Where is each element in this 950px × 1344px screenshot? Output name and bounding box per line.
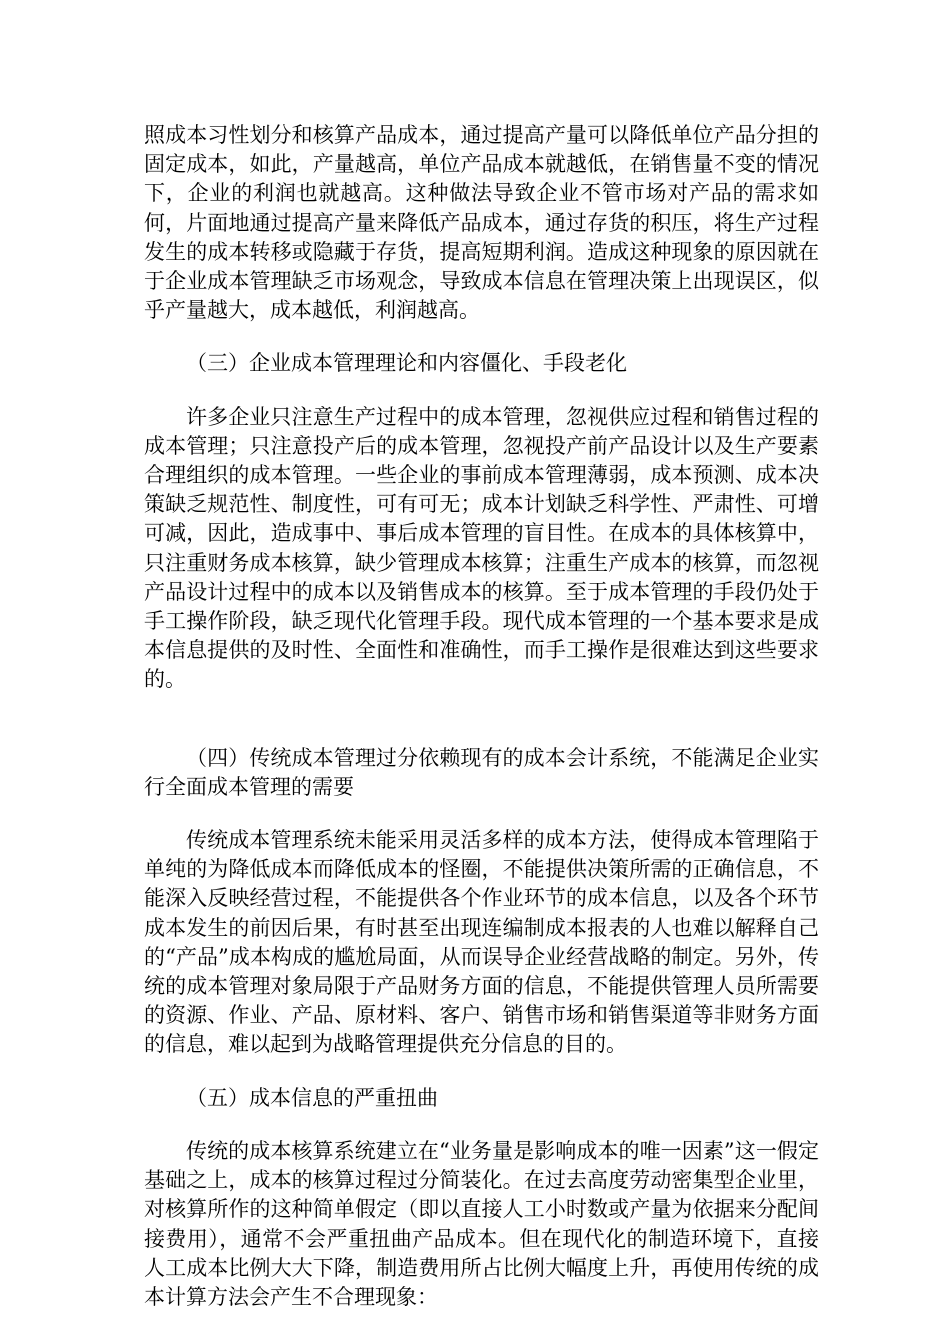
- body-paragraph: 照成本习性划分和核算产品成本，通过提高产量可以降低单位产品分担的固定成本，如此，产量越高，单位产品成本就越低，在销售量不变的情况下，企业的利润也就越高。这种做法导致企业不管市场对产品的需求如何，片面地通过提高产量来降低产品成本，通过存货的积压，将生产过程发生的成本转移或隐藏于存货，提高短期利润。造成这种现象的原因就在于企业成本管理缺乏市场观念，导致成本信息在管理决策上出现误区，似乎产量越大，成本越低，利润越高。: [144, 123, 819, 323]
- paragraph-spacer: [144, 802, 819, 826]
- document-page: [144, 121, 819, 1312]
- section-heading-3: （三）企业成本管理理论和内容僵化、手段老化: [186, 351, 627, 376]
- paragraph-spacer: [144, 1060, 819, 1084]
- paragraph-spacer: [144, 325, 819, 349]
- paragraph-spacer: [144, 1113, 819, 1137]
- section-heading-5: （五）成本信息的严重扭曲: [186, 1085, 438, 1110]
- body-paragraph: 传统的成本核算系统建立在“业务量是影响成本的唯一因素”这一假定基础之上，成本的核算过程过分简装化。在过去高度劳动密集型企业里，对核算所作的这种简单假定（即以直接人工小时数或产量为依据来分配间接费用），通常不会严重扭曲产品成本。但在现代化的制造环境下，直接人工成本比例大大下降，制造费用所占比例大幅度上升，再使用传统的成本计算方法会产生不合理现象：: [144, 1138, 819, 1309]
- body-paragraph: 传统成本管理系统未能采用灵活多样的成本方法，使得成本管理陷于单纯的为降低成本而降低成本的怪圈，不能提供决策所需的正确信息，不能深入反映经营过程，不能提供各个作业环节的成本信息，以及各个环节成本发生的前因后果，有时甚至出现连编制成本报表的人也难以解释自己的“产品”成本构成的尴尬局面，从而误导企业经营战略的制定。另外，传统的成本管理对象局限于产品财务方面的信息，不能提供管理人员所需要的资源、作业、产品、原材料、客户、销售市场和销售渠道等非财务方面的信息，难以起到为战略管理提供充分信息的目的。: [144, 828, 819, 1057]
- paragraph-spacer: [144, 379, 819, 403]
- paragraph-spacer: [144, 695, 819, 744]
- section-heading-4: （四）传统成本管理过分依赖现有的成本会计系统，不能满足企业实行全面成本管理的需要: [144, 745, 819, 799]
- body-paragraph: 许多企业只注意生产过程中的成本管理，忽视供应过程和销售过程的成本管理；只注意投产后的成本管理，忽视投产前产品设计以及生产要素合理组织的成本管理。一些企业的事前成本管理薄弱，成本预测、成本决策缺乏规范性、制度性，可有可无；成本计划缺乏科学性、严肃性、可增可减，因此，造成事中、事后成本管理的盲目性。在成本的具体核算中，只注重财务成本核算，缺少管理成本核算；注重生产成本的核算，而忽视产品设计过程中的成本以及销售成本的核算。至于成本管理的手段仍处于手工操作阶段，缺乏现代化管理手段。现代成本管理的一个基本要求是成本信息提供的及时性、全面性和准确性，而手工操作是很难达到这些要求的。: [144, 404, 819, 692]
